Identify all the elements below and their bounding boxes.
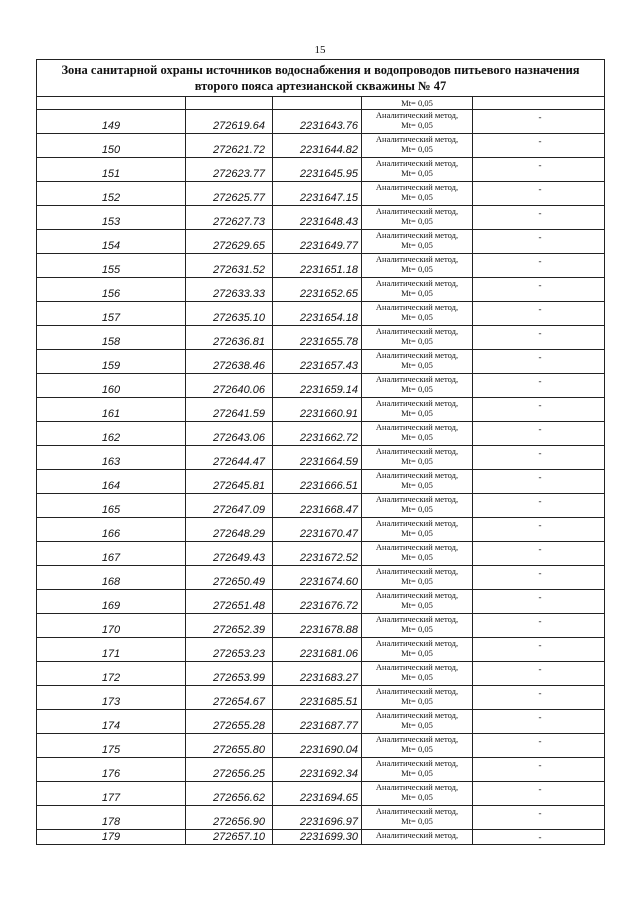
method-cell	[362, 518, 472, 538]
dash-mark: -	[538, 616, 542, 626]
method-label: Аналитический метод,	[375, 758, 459, 768]
table-row	[37, 158, 604, 182]
point-number: 167	[101, 552, 121, 564]
accuracy-label: Mt= 0,05	[401, 264, 433, 274]
method-cell	[362, 446, 472, 466]
dash-mark: -	[538, 376, 542, 386]
dash-mark: -	[538, 208, 542, 218]
method-label: Аналитический метод,	[375, 710, 459, 720]
x-coordinate: 272643.06	[213, 432, 265, 444]
x-coordinate: 272655.80	[213, 744, 265, 756]
point-number: 157	[101, 312, 121, 324]
dash-mark: -	[538, 496, 542, 506]
method-cell	[362, 494, 472, 514]
method-label: Аналитический метод,	[375, 638, 459, 648]
y-coordinate: 2231654.18	[299, 312, 358, 324]
point-number: 159	[101, 360, 121, 372]
x-coordinate: 272653.23	[213, 648, 265, 660]
point-number: 166	[101, 528, 121, 540]
method-label: Аналитический метод,	[375, 494, 459, 504]
point-number: 174	[101, 720, 121, 732]
x-coordinate: 272645.81	[213, 480, 265, 492]
y-coordinate: 2231674.60	[299, 576, 358, 588]
method-cell	[362, 638, 472, 658]
table-row	[37, 326, 604, 350]
table-row-continued	[37, 97, 604, 110]
table-row	[37, 110, 604, 134]
point-number: 163	[101, 456, 121, 468]
table-row	[37, 758, 604, 782]
method-label: Аналитический метод,	[375, 254, 459, 264]
dash-mark: -	[538, 664, 542, 674]
table-row	[37, 806, 604, 830]
point-number: 156	[101, 288, 121, 300]
x-coordinate: 272638.46	[213, 360, 265, 372]
y-coordinate: 2231647.15	[299, 192, 358, 204]
method-label: Аналитический метод,	[375, 302, 459, 312]
dash-mark: -	[538, 832, 542, 842]
dash-mark: -	[538, 544, 542, 554]
point-number: 165	[101, 504, 121, 516]
y-coordinate: 2231643.76	[299, 120, 358, 132]
y-coordinate: 2231655.78	[299, 336, 358, 348]
y-coordinate: 2231685.51	[299, 696, 358, 708]
point-number: 164	[101, 480, 121, 492]
x-coordinate: 272657.10	[213, 831, 265, 843]
method-label: Аналитический метод,	[375, 446, 459, 456]
method-label: Аналитический метод,	[375, 614, 459, 624]
x-coordinate: 272621.72	[213, 144, 265, 156]
dash-mark: -	[538, 424, 542, 434]
accuracy-label: Mt= 0,05	[401, 576, 433, 586]
method-label: Аналитический метод,	[375, 206, 459, 216]
point-number: 161	[101, 408, 121, 420]
method-cell	[362, 686, 472, 706]
y-coordinate: 2231657.43	[299, 360, 358, 372]
point-number: 176	[101, 768, 121, 780]
x-coordinate: 272625.77	[213, 192, 265, 204]
x-coordinate: 272641.59	[213, 408, 265, 420]
accuracy-label: Mt= 0,05	[401, 504, 433, 514]
method-label: Аналитический метод,	[375, 230, 459, 240]
point-number: 173	[101, 696, 121, 708]
method-cell	[362, 158, 472, 178]
y-coordinate: 2231694.65	[299, 792, 358, 804]
method-cell	[362, 398, 472, 418]
y-coordinate: 2231676.72	[299, 600, 358, 612]
point-number: 160	[101, 384, 121, 396]
x-coordinate: 272636.81	[213, 336, 265, 348]
x-coordinate: 272656.90	[213, 816, 265, 828]
point-number: 175	[101, 744, 121, 756]
method-label: Аналитический метод,	[375, 734, 459, 744]
accuracy-label: Mt= 0,05	[401, 792, 433, 802]
y-coordinate: 2231690.04	[299, 744, 358, 756]
method-cell	[362, 326, 472, 346]
method-cell	[362, 206, 472, 226]
method-cell	[362, 590, 472, 610]
method-cell	[362, 278, 472, 298]
point-number: 177	[101, 792, 121, 804]
method-cell	[362, 542, 472, 562]
method-cell	[362, 254, 472, 274]
point-number: 172	[101, 672, 121, 684]
table-body	[37, 110, 604, 844]
dash-mark: -	[538, 280, 542, 290]
accuracy-label: Mt= 0,05	[401, 816, 433, 826]
x-coordinate: 272647.09	[213, 504, 265, 516]
table-row	[37, 422, 604, 446]
dash-mark: -	[538, 712, 542, 722]
x-coordinate: 272640.06	[213, 384, 265, 396]
point-number: 178	[101, 816, 121, 828]
point-number: 169	[101, 600, 121, 612]
point-number: 168	[101, 576, 121, 588]
point-number: 162	[101, 432, 121, 444]
method-label: Аналитический метод,	[375, 662, 459, 672]
y-coordinate: 2231645.95	[299, 168, 358, 180]
point-number: 152	[101, 192, 121, 204]
x-coordinate: 272654.67	[213, 696, 265, 708]
method-label: Аналитический метод,	[375, 326, 459, 336]
dash-mark: -	[538, 160, 542, 170]
method-cell	[362, 230, 472, 250]
x-coordinate: 272649.43	[213, 552, 265, 564]
method-label: Аналитический метод,	[375, 182, 459, 192]
table-row	[37, 398, 604, 422]
point-number: 154	[101, 240, 121, 252]
dash-mark: -	[538, 736, 542, 746]
method-cell	[362, 758, 472, 778]
accuracy-label: Mt= 0,05	[401, 168, 433, 178]
method-cell	[362, 422, 472, 442]
method-cell	[362, 782, 472, 802]
y-coordinate: 2231699.30	[299, 831, 358, 843]
x-coordinate: 272655.28	[213, 720, 265, 732]
coordinates-table	[36, 59, 605, 845]
x-coordinate: 272652.39	[213, 624, 265, 636]
table-row	[37, 782, 604, 806]
method-cell	[362, 350, 472, 370]
table-row	[37, 686, 604, 710]
accuracy-label: Mt= 0,05	[401, 120, 433, 130]
page-number: 15	[314, 44, 326, 56]
table-row	[37, 494, 604, 518]
dash-mark: -	[538, 448, 542, 458]
accuracy-label: Mt= 0,05	[401, 696, 433, 706]
y-coordinate: 2231648.43	[299, 216, 358, 228]
method-label: Аналитический метод,	[375, 566, 459, 576]
table-row	[37, 590, 604, 614]
accuracy-label: Mt= 0,05	[401, 768, 433, 778]
dash-mark: -	[538, 232, 542, 242]
y-coordinate: 2231681.06	[299, 648, 358, 660]
method-cell	[362, 470, 472, 490]
method-label: Аналитический метод,	[375, 830, 459, 840]
accuracy-label: Mt= 0,05	[401, 408, 433, 418]
x-coordinate: 272653.99	[213, 672, 265, 684]
accuracy-label: Mt= 0,05	[401, 480, 433, 490]
table-row	[37, 638, 604, 662]
point-number: 179	[101, 831, 121, 843]
point-number: 170	[101, 624, 121, 636]
method-label: Аналитический метод,	[375, 470, 459, 480]
table-row	[37, 302, 604, 326]
accuracy-label: Mt= 0,05	[401, 600, 433, 610]
table-row	[37, 182, 604, 206]
method-label: Аналитический метод,	[375, 158, 459, 168]
accuracy-label: Mt= 0,05	[401, 312, 433, 322]
dash-mark: -	[538, 328, 542, 338]
method-label: Аналитический метод,	[375, 518, 459, 528]
table-row	[37, 254, 604, 278]
method-cell	[362, 134, 472, 154]
method-label: Аналитический метод,	[375, 350, 459, 360]
y-coordinate: 2231644.82	[299, 144, 358, 156]
table-title-line-2: второго пояса артезианской скважины № 47	[194, 79, 447, 93]
table-row	[37, 230, 604, 254]
accuracy-label: Mt= 0,05	[401, 624, 433, 634]
dash-mark: -	[538, 352, 542, 362]
table-row	[37, 542, 604, 566]
x-coordinate: 272623.77	[213, 168, 265, 180]
method-cell	[362, 710, 472, 730]
y-coordinate: 2231651.18	[299, 264, 358, 276]
point-number: 151	[101, 168, 121, 180]
method-label: Аналитический метод,	[375, 806, 459, 816]
y-coordinate: 2231668.47	[299, 504, 358, 516]
accuracy-cell: Mt= 0,05	[401, 98, 433, 108]
x-coordinate: 272627.73	[213, 216, 265, 228]
method-cell	[362, 374, 472, 394]
method-label: Аналитический метод,	[375, 422, 459, 432]
point-number: 150	[101, 144, 121, 156]
x-coordinate: 272633.33	[213, 288, 265, 300]
y-coordinate: 2231649.77	[299, 240, 358, 252]
accuracy-label: Mt= 0,05	[401, 456, 433, 466]
dash-mark: -	[538, 472, 542, 482]
x-coordinate: 272651.48	[213, 600, 265, 612]
dash-mark: -	[538, 520, 542, 530]
dash-mark: -	[538, 400, 542, 410]
point-number: 149	[101, 120, 121, 132]
accuracy-label: Mt= 0,05	[401, 672, 433, 682]
method-cell	[362, 830, 472, 840]
accuracy-label: Mt= 0,05	[401, 240, 433, 250]
table-row	[37, 614, 604, 638]
table-row	[37, 662, 604, 686]
x-coordinate: 272656.62	[213, 792, 265, 804]
y-coordinate: 2231664.59	[299, 456, 358, 468]
method-cell	[362, 110, 472, 130]
method-label: Аналитический метод,	[375, 278, 459, 288]
y-coordinate: 2231687.77	[299, 720, 358, 732]
x-coordinate: 272619.64	[213, 120, 265, 132]
table-row	[37, 830, 604, 844]
method-label: Аналитический метод,	[375, 782, 459, 792]
table-row	[37, 374, 604, 398]
point-number: 158	[101, 336, 121, 348]
y-coordinate: 2231652.65	[299, 288, 358, 300]
method-cell	[362, 614, 472, 634]
y-coordinate: 2231660.91	[299, 408, 358, 420]
table-row	[37, 206, 604, 230]
y-coordinate: 2231672.52	[299, 552, 358, 564]
dash-mark: -	[538, 640, 542, 650]
accuracy-label: Mt= 0,05	[401, 744, 433, 754]
dash-mark: -	[538, 568, 542, 578]
x-coordinate: 272631.52	[213, 264, 265, 276]
y-coordinate: 2231666.51	[299, 480, 358, 492]
method-label: Аналитический метод,	[375, 686, 459, 696]
accuracy-label: Mt= 0,05	[401, 336, 433, 346]
method-label: Аналитический метод,	[375, 110, 459, 120]
table-row	[37, 278, 604, 302]
method-label: Аналитический метод,	[375, 374, 459, 384]
table-row	[37, 710, 604, 734]
method-label: Аналитический метод,	[375, 398, 459, 408]
dash-mark: -	[538, 112, 542, 122]
y-coordinate: 2231692.34	[299, 768, 358, 780]
point-number: 155	[101, 264, 121, 276]
table-row	[37, 518, 604, 542]
method-cell	[362, 182, 472, 202]
accuracy-label: Mt= 0,05	[401, 288, 433, 298]
table-title	[37, 60, 604, 97]
accuracy-label: Mt= 0,05	[401, 528, 433, 538]
accuracy-label: Mt= 0,05	[401, 192, 433, 202]
table-row	[37, 566, 604, 590]
accuracy-label: Mt= 0,05	[401, 720, 433, 730]
point-number: 153	[101, 216, 121, 228]
table-row	[37, 134, 604, 158]
x-coordinate: 272644.47	[213, 456, 265, 468]
method-label: Аналитический метод,	[375, 134, 459, 144]
x-coordinate: 272629.65	[213, 240, 265, 252]
dash-mark: -	[538, 184, 542, 194]
y-coordinate: 2231662.72	[299, 432, 358, 444]
y-coordinate: 2231683.27	[299, 672, 358, 684]
method-cell	[362, 806, 472, 826]
y-coordinate: 2231696.97	[299, 816, 358, 828]
dash-mark: -	[538, 304, 542, 314]
method-label: Аналитический метод,	[375, 590, 459, 600]
y-coordinate: 2231670.47	[299, 528, 358, 540]
dash-mark: -	[538, 256, 542, 266]
accuracy-label: Mt= 0,05	[401, 552, 433, 562]
dash-mark: -	[538, 592, 542, 602]
accuracy-label: Mt= 0,05	[401, 144, 433, 154]
method-cell	[362, 566, 472, 586]
method-cell	[362, 662, 472, 682]
y-coordinate: 2231678.88	[299, 624, 358, 636]
accuracy-label: Mt= 0,05	[401, 432, 433, 442]
x-coordinate: 272656.25	[213, 768, 265, 780]
method-cell	[362, 734, 472, 754]
dash-mark: -	[538, 688, 542, 698]
method-cell	[362, 302, 472, 322]
table-row	[37, 350, 604, 374]
method-label: Аналитический метод,	[375, 542, 459, 552]
x-coordinate: 272635.10	[213, 312, 265, 324]
point-number: 171	[101, 648, 121, 660]
dash-mark: -	[538, 784, 542, 794]
x-coordinate: 272650.49	[213, 576, 265, 588]
dash-mark: -	[538, 760, 542, 770]
dash-mark: -	[538, 808, 542, 818]
table-row	[37, 446, 604, 470]
table-row	[37, 470, 604, 494]
x-coordinate: 272648.29	[213, 528, 265, 540]
table-title-line-1: Зона санитарной охраны источников водоснабжения и водопроводов питьевого назначения	[61, 63, 580, 77]
dash-mark: -	[538, 136, 542, 146]
y-coordinate: 2231659.14	[299, 384, 358, 396]
accuracy-label: Mt= 0,05	[401, 216, 433, 226]
accuracy-label: Mt= 0,05	[401, 648, 433, 658]
accuracy-label: Mt= 0,05	[401, 360, 433, 370]
table-row	[37, 734, 604, 758]
accuracy-label: Mt= 0,05	[401, 384, 433, 394]
